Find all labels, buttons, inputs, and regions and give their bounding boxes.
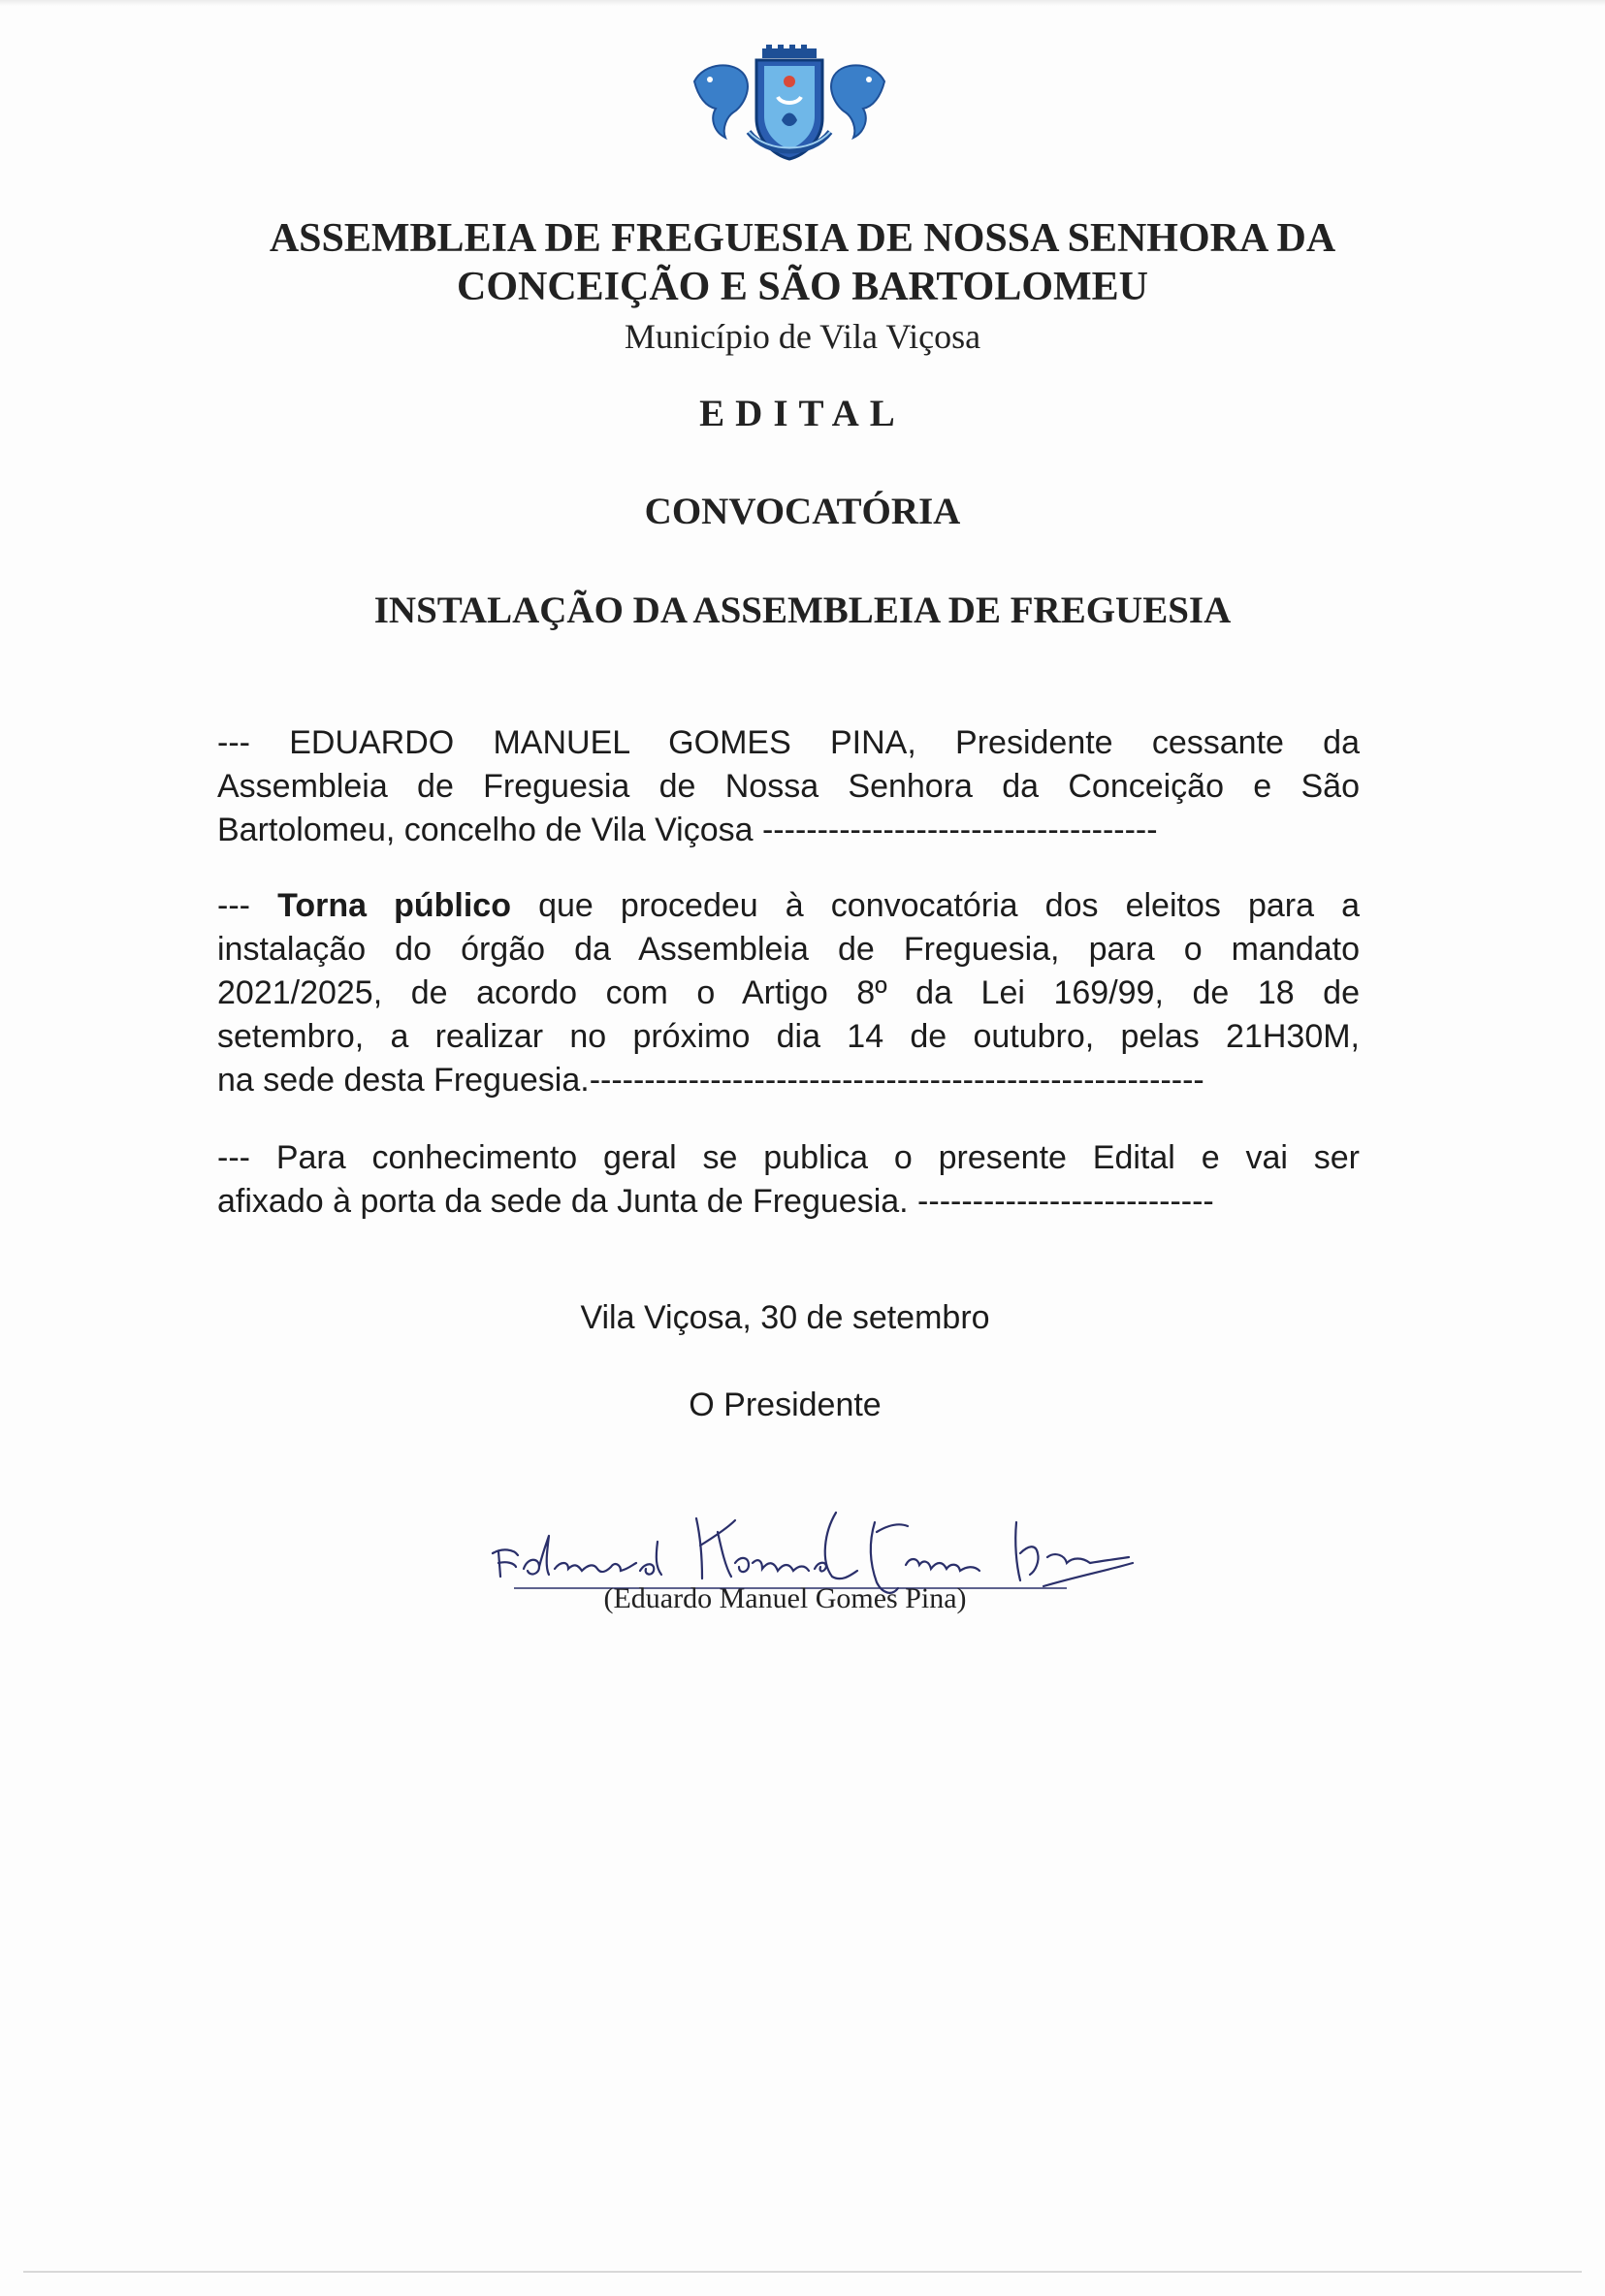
- line-prefix: ---: [217, 887, 278, 924]
- paragraph-line: Assembleia de Freguesia de Nossa Senhora da Conceição e São: [217, 768, 1360, 805]
- place-and-date: Vila Viçosa, 30 de setembro: [580, 1299, 990, 1336]
- paragraph-line: 2021/2025, de acordo com o Artigo 8º da Lei 169/99, de 18 de: [217, 974, 1360, 1011]
- municipality-subtitle: Município de Vila Viçosa: [624, 317, 981, 356]
- paragraph-publicacao: [217, 1136, 1360, 1224]
- role-presidente: O Presidente: [689, 1387, 882, 1423]
- signatory-name: (Eduardo Manuel Gomes Pina): [603, 1582, 967, 1614]
- paragraph-line: [217, 884, 1360, 928]
- paragraph-line: Bartolomeu, concelho de Vila Viçosa ------------------------------------: [217, 812, 1158, 848]
- instalacao-heading: INSTALAÇÃO DA ASSEMBLEIA DE FREGUESIA: [373, 590, 1232, 631]
- organization-title-line1: ASSEMBLEIA DE FREGUESIA DE NOSSA SENHORA DA: [269, 216, 1336, 261]
- convocatoria-heading: CONVOCATÓRIA: [644, 491, 961, 532]
- paragraph-line: afixado à porta da sede da Junta de Freguesia. ---------------------------: [217, 1183, 1214, 1220]
- paragraph-line: --- Para conhecimento geral se publica o presente Edital e vai ser: [217, 1139, 1360, 1176]
- organization-title-line2: CONCEIÇÃO E SÃO BARTOLOMEU: [456, 265, 1148, 309]
- paragraph-convocatoria: [217, 884, 1360, 1102]
- scan-edge: [0, 0, 1605, 6]
- paragraph-line: setembro, a realizar no próximo dia 14 de outubro, pelas 21H30M,: [217, 1018, 1360, 1055]
- edital-heading: EDITAL: [699, 393, 906, 434]
- paragraph-presidente: [217, 721, 1360, 852]
- coat-of-arms-emblem: [685, 43, 894, 163]
- paragraph-line: instalação do órgão da Assembleia de Freguesia, para o mandato: [217, 931, 1360, 968]
- torna-publico-emphasis: Torna público: [277, 887, 511, 924]
- paragraph-line: na sede desta Freguesia.--------------------------------------------------------: [217, 1062, 1204, 1099]
- scan-edge: [23, 2271, 1582, 2273]
- line-rest: que procedeu à convocatória dos eleitos para a: [510, 887, 1361, 924]
- paragraph-line: --- EDUARDO MANUEL GOMES PINA, Presidente cessante da: [217, 724, 1360, 761]
